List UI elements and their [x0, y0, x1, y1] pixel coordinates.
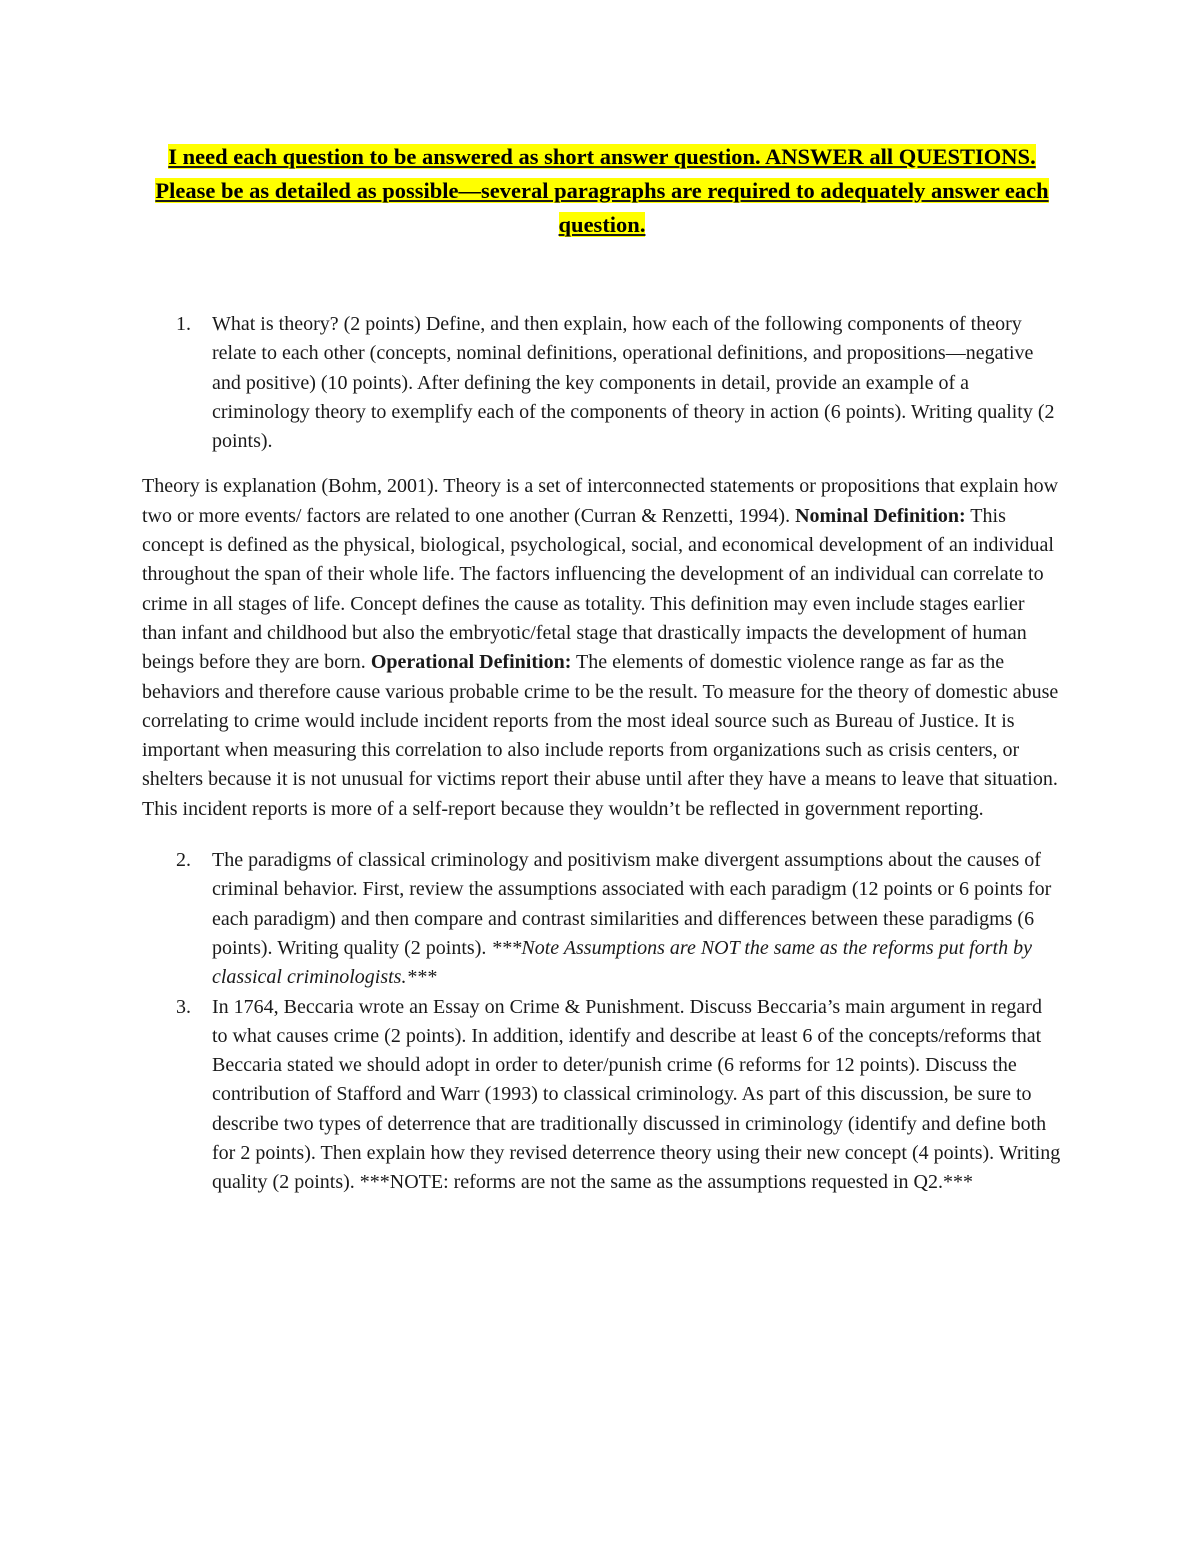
- answer-text: Theory is explanation (Bohm, 2001). Theory is a set of interconnected statements or propositions that explain how two or more events/ factors are related to one another (Curran & Renzetti, 1994).: [142, 475, 1059, 527]
- document-page: [142, 140, 1062, 1198]
- question-2: [142, 846, 1062, 992]
- question-1: [142, 310, 1062, 456]
- question-text: The paradigms of classical criminology and positivism make divergent assumptions about the causes of criminal behavior. First, review the assumptions associated with each paradigm (12 points or 6 points for each paradigm) and then compare and contrast similarities and differences between these paradigms (6 points). Writing quality (2 points).: [212, 849, 1052, 959]
- question-list-2: [142, 846, 1062, 1198]
- answer-paragraph: [142, 472, 1062, 824]
- nominal-definition-label: Nominal Definition:: [795, 504, 966, 527]
- question-text: In 1764, Beccaria wrote an Essay on Crime & Punishment. Discuss Beccaria’s main argument in regard to what causes crime (2 points). In addition, identify and describe at least 6 of the concepts/reforms that Beccaria stated we should adopt in order to deter/punish crime (6 reforms for 12 points). Discuss the contribution of Stafford and Warr (1993) to classical criminology. As part of this discussion, be sure to describe two types of deterrence that are traditionally discussed in criminology (identify and define both for 2 points). Then explain how they revised deterrence theory using their new concept (4 points). Writing quality (2 points). ***NOTE: reforms are not the same as the assumptions requested in Q2.***: [212, 995, 1061, 1194]
- question-3: [142, 993, 1062, 1198]
- question-number: 2.: [176, 849, 191, 872]
- instructions-header: [142, 140, 1062, 242]
- instructions-highlight: I need each question to be answered as short answer question. ANSWER all QUESTIONS. Please be as detailed as possible—several paragraphs are required to adequately answer each question.: [155, 144, 1049, 237]
- question-text: What is theory? (2 points) Define, and then explain, how each of the following components of theory relate to each other (concepts, nominal definitions, operational definitions, and propositions—negative and positive) (10 points). After defining the key components in detail, provide an example of a criminology theory to exemplify each of the components of theory in action (6 points). Writing quality (2 points).: [212, 313, 1055, 453]
- answer-text: This concept is defined as the physical, biological, psychological, social, and economical development of an individual throughout the span of their whole life. The factors influencing the development of an individual can correlate to crime in all stages of life. Concept defines the cause as totality. This definition may even include stages earlier than infant and childhood but also the embryotic/fetal stage that drastically impacts the development of human beings before they are born.: [142, 504, 1054, 674]
- answer-text: The elements of domestic violence range as far as the behaviors and therefore cause various probable crime to be the result. To measure for the theory of domestic abuse correlating to crime would include incident reports from the most ideal source such as Bureau of Justice. It is important when measuring this correlation to also include reports from organizations such as crisis centers, or shelters because it is not unusual for victims report their abuse until after they have a means to leave that situation. This incident reports is more of a self-report because they wouldn’t be reflected in government reporting.: [142, 651, 1059, 820]
- question-number: 3.: [176, 995, 191, 1018]
- operational-definition-label: Operational Definition:: [370, 651, 572, 674]
- question-number: 1.: [176, 313, 191, 335]
- question-list-1: [142, 310, 1062, 456]
- question-note: ***Note Assumptions are NOT the same as the reforms put forth by classical criminologists.***: [212, 936, 1032, 989]
